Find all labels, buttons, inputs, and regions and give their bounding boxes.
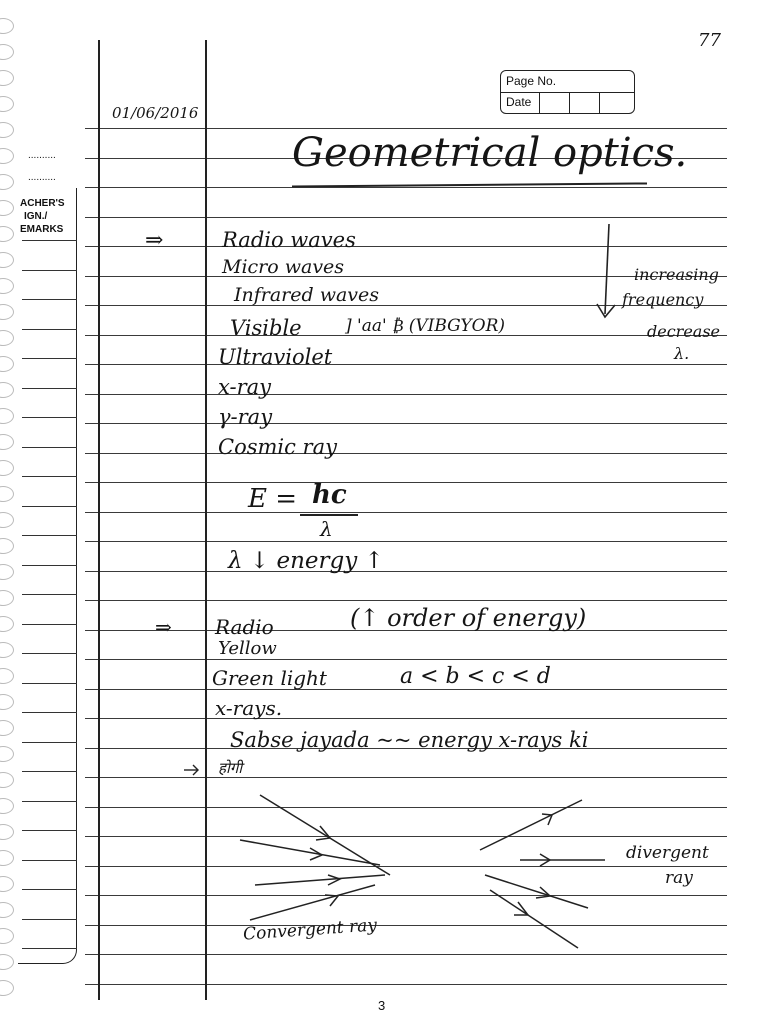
ruled-line [85, 423, 727, 424]
remarks-line [22, 447, 77, 448]
binding-hole [0, 694, 14, 710]
binding-hole [0, 486, 14, 502]
ruled-line [85, 364, 727, 365]
visible-note: ] 'aa' ₿ (VIBGYOR) [345, 316, 505, 336]
ruled-line [85, 453, 727, 454]
formula-relation: λ ↓ energy ↑ [228, 548, 384, 574]
sidebar-label-line2: IGN./ [24, 211, 48, 222]
side-note-line: decrease [647, 322, 721, 341]
binding-hole [0, 720, 14, 736]
remarks-line [22, 506, 77, 507]
order-comparison: a < b < c < d [400, 664, 551, 689]
spectrum-item: Visible [230, 316, 302, 340]
order-conclusion-line2: होगी [218, 759, 243, 777]
ruled-line [85, 246, 727, 247]
binding-hole [0, 226, 14, 242]
ruled-line [85, 689, 727, 690]
ruled-line [85, 541, 727, 542]
order-arrow: ⇒ [155, 615, 172, 639]
side-note-line: increasing [634, 265, 719, 284]
remarks-line [22, 417, 77, 418]
binding-hole [0, 70, 14, 86]
margin-line-right [205, 40, 207, 1000]
remarks-column [18, 188, 77, 964]
binding-hole [0, 772, 14, 788]
binding-hole [0, 382, 14, 398]
ruled-line [85, 984, 727, 985]
binding-hole [0, 408, 14, 424]
binding-hole [0, 252, 14, 268]
convergent-label: Convergent ray [242, 915, 378, 945]
date-label: Date [506, 95, 532, 109]
ruled-line [85, 925, 727, 926]
binding-hole [0, 980, 14, 996]
binding-hole [0, 798, 14, 814]
ruled-line [85, 482, 727, 483]
margin-line-left [98, 40, 100, 1000]
page-no-label: Page No. [506, 74, 557, 88]
ruled-line [85, 128, 727, 129]
divergent-label-line1: divergent [626, 843, 709, 863]
ruled-line [85, 836, 727, 837]
remarks-line [22, 919, 77, 920]
binding-hole [0, 304, 14, 320]
order-item: Yellow [218, 638, 277, 659]
binding-hole [0, 954, 14, 970]
binding-hole [0, 746, 14, 762]
binding-hole [0, 590, 14, 606]
remarks-line [22, 889, 77, 890]
binding-hole [0, 876, 14, 892]
remarks-line [22, 594, 77, 595]
spectrum-item: x-ray [218, 375, 271, 399]
binding-hole [0, 824, 14, 840]
ruled-line [85, 217, 727, 218]
fraction-bar [300, 514, 358, 516]
corner-mark: 77 [698, 30, 721, 51]
remarks-line [22, 270, 77, 271]
remarks-line [22, 771, 77, 772]
ruled-line [85, 866, 727, 867]
page-number: 3 [378, 998, 386, 1013]
binding-hole [0, 512, 14, 528]
order-conclusion: Sabse jayada ~~ energy x-rays ki [230, 728, 589, 752]
remarks-line [22, 653, 77, 654]
spectrum-item: Infrared waves [234, 284, 380, 306]
order-item: x-rays. [215, 696, 283, 720]
spectrum-item: Cosmic ray [218, 435, 337, 459]
binding-hole [0, 928, 14, 944]
side-note-line: frequency [622, 290, 704, 309]
binding-hole [0, 668, 14, 684]
sidebar-dots-2: .......... [28, 172, 56, 183]
spectrum-arrow: ⇒ [145, 228, 164, 253]
ruled-line [85, 187, 727, 188]
binding-hole [0, 538, 14, 554]
binding-hole [0, 96, 14, 112]
binding-hole [0, 434, 14, 450]
formula-lhs: E = [248, 484, 298, 514]
remarks-line [22, 801, 77, 802]
remarks-line [22, 388, 77, 389]
binding-hole [0, 122, 14, 138]
ruled-line [85, 276, 727, 277]
binding-hole [0, 148, 14, 164]
binding-hole [0, 356, 14, 372]
remarks-line [22, 860, 77, 861]
convergent-rays-diagram [230, 790, 400, 930]
page-title: Geometrical optics. [292, 130, 688, 176]
remarks-line [22, 535, 77, 536]
ruled-line [85, 394, 727, 395]
remarks-line [22, 240, 77, 241]
spectrum-item: Micro waves [222, 256, 345, 278]
remarks-line [22, 358, 77, 359]
binding-hole [0, 460, 14, 476]
sidebar-label-line3: EMARKS [20, 224, 64, 235]
sidebar-label-line1: ACHER'S [20, 198, 65, 209]
order-heading: (↑ order of energy) [350, 604, 587, 632]
formula-numerator: hc [312, 480, 347, 510]
ruled-line [85, 718, 727, 719]
spectrum-item: Radio waves [222, 228, 356, 252]
divergent-label-line2: ray [665, 868, 693, 888]
ruled-line [85, 807, 727, 808]
spectrum-item: γ-ray [218, 405, 273, 429]
binding-hole [0, 44, 14, 60]
side-note-line: λ. [674, 344, 690, 363]
ruled-line [85, 954, 727, 955]
order-item: Green light [212, 666, 327, 690]
ruled-line [85, 895, 727, 896]
binding-hole [0, 642, 14, 658]
handwritten-date: 01/06/2016 [112, 104, 199, 122]
binding-hole [0, 18, 14, 34]
formula-denominator: λ [320, 517, 333, 541]
binding-hole [0, 616, 14, 632]
ruled-line [85, 600, 727, 601]
binding-hole [0, 902, 14, 918]
remarks-line [22, 299, 77, 300]
binding-hole [0, 278, 14, 294]
sidebar-dots-1: .......... [28, 150, 56, 161]
ruled-line [85, 659, 727, 660]
remarks-line [22, 830, 77, 831]
binding-hole [0, 330, 14, 346]
remarks-line [22, 624, 77, 625]
binding-hole [0, 564, 14, 580]
remarks-line [22, 476, 77, 477]
remarks-line [22, 683, 77, 684]
binding-hole [0, 200, 14, 216]
binding-hole [0, 850, 14, 866]
remarks-line [22, 712, 77, 713]
remarks-line [22, 948, 77, 949]
page-number-date-box [500, 70, 635, 114]
ruled-line [85, 571, 727, 572]
bullet-arrow-icon [182, 762, 202, 778]
down-arrow-icon [595, 222, 625, 322]
order-item: Radio [215, 615, 274, 639]
divergent-rays-diagram [470, 790, 610, 955]
binding-hole [0, 174, 14, 190]
ruled-line [85, 512, 727, 513]
spectrum-item: Ultraviolet [218, 345, 333, 369]
remarks-line [22, 565, 77, 566]
remarks-line [22, 742, 77, 743]
remarks-line [22, 329, 77, 330]
